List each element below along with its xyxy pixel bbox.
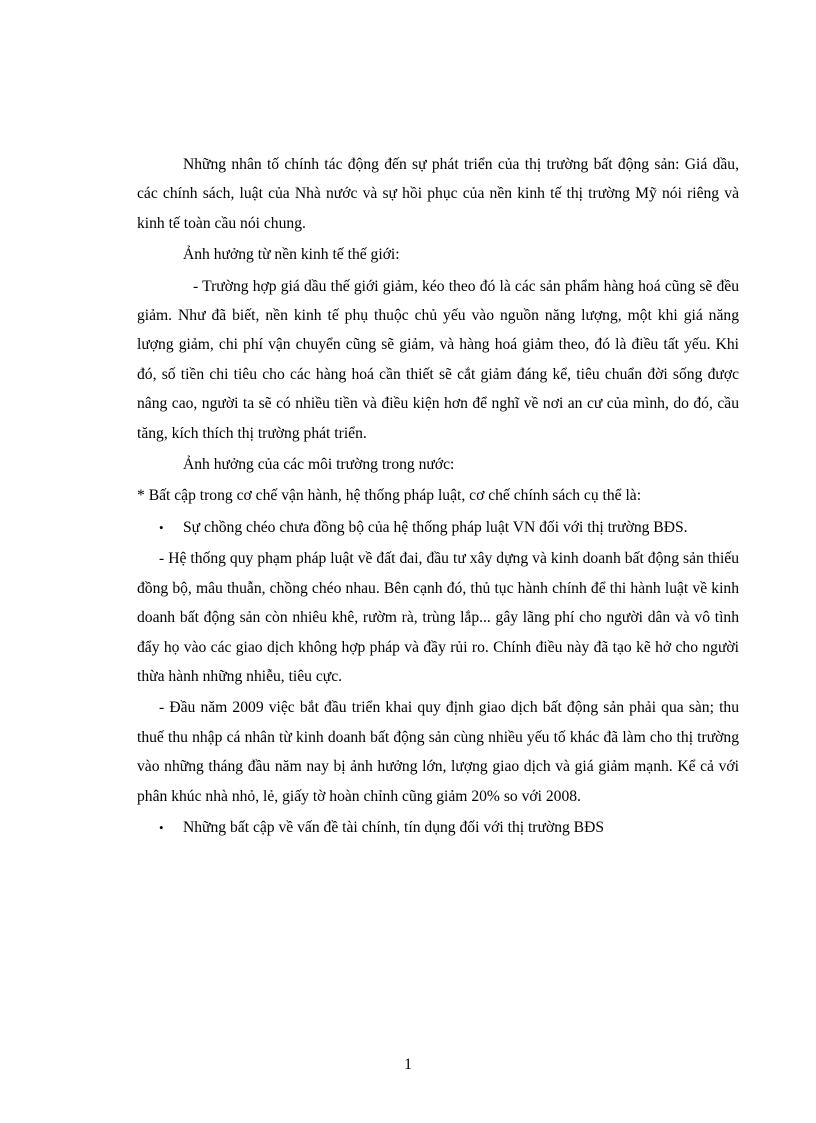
bullet-item-legal-system	[137, 513, 739, 542]
heading-world-economy: Ảnh hưởng từ nền kinh tế thế giới:	[183, 246, 400, 264]
bullet-icon: •	[159, 519, 164, 535]
bullet-item-text: Sự chồng chéo chưa đồng bộ của hệ thống pháp luật VN đối với thị trường BĐS.	[183, 518, 688, 536]
heading-domestic-environment: Ảnh hưởng của các môi trường trong nước:	[183, 456, 455, 474]
page-number: 1	[404, 1056, 412, 1073]
bullet-icon: •	[159, 819, 164, 835]
paragraph-shortcomings: * Bất cập trong cơ chế vận hành, hệ thống pháp luật, cơ chế chính sách cụ thể là:	[137, 487, 642, 505]
document-body	[137, 150, 739, 844]
paragraph-intro: Những nhân tố chính tác động đến sự phát triển của thị trường bất động sản: Giá dầu, các chính sách, luật của Nhà nước và sự hồi phục của nền kinh tế thị trường Mỹ nói riêng và kinh tế toàn cầu nói chung.	[137, 156, 739, 232]
paragraph-oil-price: - Trường hợp giá dầu thế giới giảm, kéo theo đó là các sản phẩm hàng hoá cũng sẽ đều giảm. Như đã biết, nền kinh tế phụ thuộc chủ yếu vào nguồn năng lượng, một khi giá năng lượng giảm, chi phí vận chuyển cũng sẽ giảm, và hàng hoá giảm theo, đó là điều tất yếu. Khi đó, số tiền chi tiêu cho các hàng hoá cần thiết sẽ cắt giảm đáng kể, tiêu chuẩn đời sống được nâng cao, người ta sẽ có nhiều tiền và điều kiện hơn để nghĩ về nơi an cư của mình, do đó, cầu tăng, kích thích thị trường phát triển.	[137, 277, 739, 442]
bullet-item-text: Những bất cập về vấn đề tài chính, tín dụng đối với thị trường BĐS	[183, 818, 605, 836]
paragraph-legal-framework: - Hệ thống quy phạm pháp luật về đất đai, đầu tư xây dựng và kinh doanh bất động sản thiếu đồng bộ, mâu thuẫn, chồng chéo nhau. Bên cạnh đó, thủ tục hành chính để thi hành luật về kinh doanh bất động sản còn nhiêu khê, rườm rà, trùng lắp... gây lãng phí cho người dân và vô tình đẩy họ vào các giao dịch không hợp pháp và đầy rủi ro. Chính điều này đã tạo kẽ hở cho người thừa hành những nhiễu, tiêu cực.	[137, 550, 739, 685]
bullet-item-finance-credit	[137, 813, 739, 842]
paragraph-2009-regulation: - Đầu năm 2009 việc bắt đầu triển khai quy định giao dịch bất động sản phải qua sàn; thu thuế thu nhập cá nhân từ kinh doanh bất động sản cùng nhiều yếu tố khác đã làm cho thị trường vào những tháng đầu năm nay bị ảnh hưởng lớn, lượng giao dịch và giá giảm mạnh. Kể cả với phân khúc nhà nhỏ, lẻ, giấy tờ hoàn chỉnh cũng giảm 20% so với 2008.	[137, 699, 739, 805]
